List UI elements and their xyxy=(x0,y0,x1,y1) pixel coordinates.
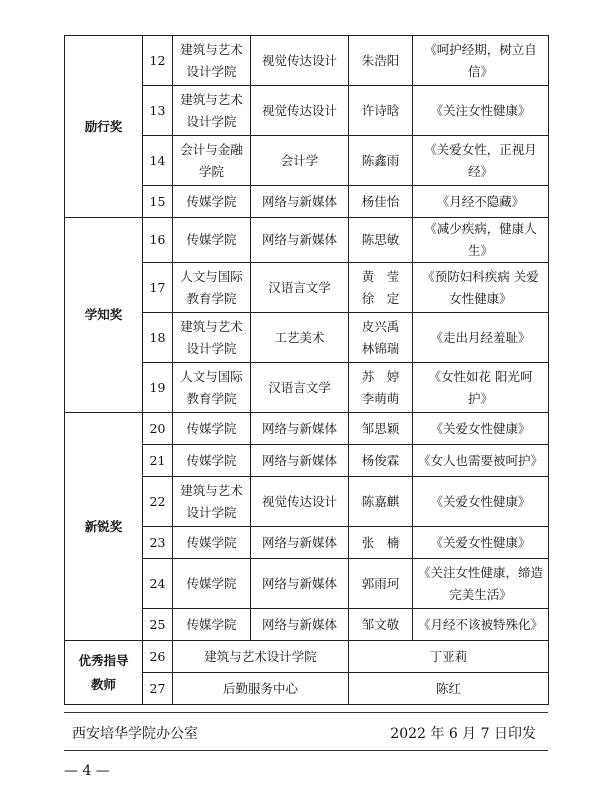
college: 传媒学院 xyxy=(173,445,251,477)
issue-date: 2022 年 6 月 7 日印发 xyxy=(390,726,536,742)
category-lixing xyxy=(65,36,143,218)
work-title: 《关注女性健康》 xyxy=(413,86,549,136)
category-label: 新锐奖 xyxy=(84,518,123,534)
work-title: 《关爱女性，正视月经》 xyxy=(413,136,549,186)
mentor-unit: 建筑与艺术设计学院 xyxy=(173,641,349,673)
college: 传媒学院 xyxy=(173,609,251,641)
row-number: 25 xyxy=(143,609,173,641)
student-name: 陈嘉麒 xyxy=(349,477,413,527)
college: 传媒学院 xyxy=(173,559,251,609)
college: 建筑与艺术 设计学院 xyxy=(173,477,251,527)
mentor-name: 丁亚莉 xyxy=(349,641,549,673)
award-table xyxy=(64,35,549,705)
college: 建筑与艺术 设计学院 xyxy=(173,36,251,86)
table-row xyxy=(65,641,549,673)
category-mentor xyxy=(65,641,143,705)
college: 传媒学院 xyxy=(173,527,251,559)
major: 会计学 xyxy=(251,136,349,186)
mentor-name: 陈红 xyxy=(349,673,549,705)
row-number: 16 xyxy=(143,218,173,263)
table-row xyxy=(65,218,549,263)
work-title: 《关爱女性健康》 xyxy=(413,413,549,445)
row-number: 22 xyxy=(143,477,173,527)
student-name: 皮兴禹 林锦瑞 xyxy=(349,313,413,363)
major: 网络与新媒体 xyxy=(251,413,349,445)
college: 建筑与艺术 设计学院 xyxy=(173,86,251,136)
work-title: 《关爱女性健康》 xyxy=(413,477,549,527)
college: 传媒学院 xyxy=(173,186,251,218)
row-number: 21 xyxy=(143,445,173,477)
row-number: 20 xyxy=(143,413,173,445)
student-name: 陈鑫雨 xyxy=(349,136,413,186)
category-xinrui xyxy=(65,413,143,641)
row-number: 23 xyxy=(143,527,173,559)
student-name: 杨佳怡 xyxy=(349,186,413,218)
major: 网络与新媒体 xyxy=(251,186,349,218)
table-row xyxy=(65,36,549,86)
major: 工艺美术 xyxy=(251,313,349,363)
work-title: 《女人也需要被呵护》 xyxy=(413,445,549,477)
row-number: 24 xyxy=(143,559,173,609)
student-name: 郭雨珂 xyxy=(349,559,413,609)
category-label: 励行奖 xyxy=(84,118,123,134)
work-title: 《关爱女性健康》 xyxy=(413,527,549,559)
college: 建筑与艺术 设计学院 xyxy=(173,313,251,363)
work-title: 《女性如花 阳光呵 护》 xyxy=(413,363,549,413)
college: 会计与金融 学院 xyxy=(173,136,251,186)
student-name: 朱浩阳 xyxy=(349,36,413,86)
work-title: 《呵护经期，树立自信》 xyxy=(413,36,549,86)
row-number: 14 xyxy=(143,136,173,186)
category-xuezhi xyxy=(65,218,143,413)
college: 人文与国际 教育学院 xyxy=(173,363,251,413)
student-name: 杨俊霖 xyxy=(349,445,413,477)
major: 汉语言文学 xyxy=(251,363,349,413)
college: 传媒学院 xyxy=(173,413,251,445)
student-name: 黄 莹 徐 定 xyxy=(349,263,413,313)
footer-top-rule xyxy=(64,712,548,713)
page-number: — 4 — xyxy=(64,763,110,779)
student-name: 陈思敏 xyxy=(349,218,413,263)
table-row xyxy=(65,413,549,445)
row-number: 12 xyxy=(143,36,173,86)
major: 汉语言文学 xyxy=(251,263,349,313)
work-title: 《月经不隐藏》 xyxy=(413,186,549,218)
college: 人文与国际 教育学院 xyxy=(173,263,251,313)
row-number: 17 xyxy=(143,263,173,313)
category-label: 优秀指导 教师 xyxy=(78,652,129,692)
work-title: 《月经不该被特殊化》 xyxy=(413,609,549,641)
student-name: 许诗晗 xyxy=(349,86,413,136)
major: 视觉传达设计 xyxy=(251,477,349,527)
major: 视觉传达设计 xyxy=(251,36,349,86)
mentor-unit: 后勤服务中心 xyxy=(173,673,349,705)
major: 网络与新媒体 xyxy=(251,609,349,641)
student-name: 张 楠 xyxy=(349,527,413,559)
row-number: 18 xyxy=(143,313,173,363)
work-title: 《走出月经羞耻》 xyxy=(413,313,549,363)
footer-bottom-rule xyxy=(64,750,548,751)
row-number: 15 xyxy=(143,186,173,218)
issuer: 西安培华学院办公室 xyxy=(72,726,198,742)
student-name: 邹文敬 xyxy=(349,609,413,641)
row-number: 26 xyxy=(143,641,173,673)
work-title: 《减少疾病，健康人生》 xyxy=(413,218,549,263)
work-title: 《关注女性健康，缔造 完美生活》 xyxy=(413,559,549,609)
student-name: 苏 婷 李萌萌 xyxy=(349,363,413,413)
major: 网络与新媒体 xyxy=(251,218,349,263)
row-number: 27 xyxy=(143,673,173,705)
row-number: 19 xyxy=(143,363,173,413)
college: 传媒学院 xyxy=(173,218,251,263)
major: 网络与新媒体 xyxy=(251,559,349,609)
row-number: 13 xyxy=(143,86,173,136)
major: 网络与新媒体 xyxy=(251,527,349,559)
work-title: 《预防妇科疾病 关爱 女性健康》 xyxy=(413,263,549,313)
student-name: 邹思颖 xyxy=(349,413,413,445)
category-label: 学知奖 xyxy=(84,307,123,322)
major: 网络与新媒体 xyxy=(251,445,349,477)
major: 视觉传达设计 xyxy=(251,86,349,136)
